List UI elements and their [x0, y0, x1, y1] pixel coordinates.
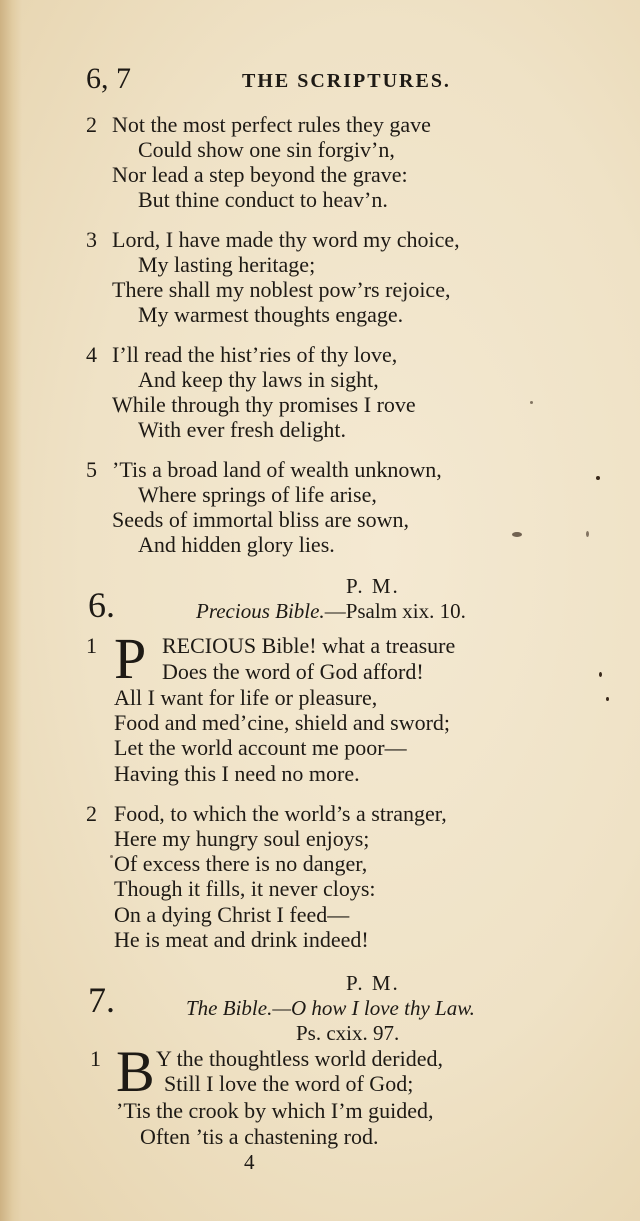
verse-line: Lord, I have made thy word my choice,: [112, 227, 460, 252]
ink-speck: [110, 855, 113, 858]
verse-line: There shall my noblest pow’rs rejoice,: [112, 277, 451, 302]
verse-line: On a dying Christ I feed—: [114, 902, 350, 927]
drop-cap: P: [114, 626, 147, 691]
hymn-number: 6.: [88, 585, 115, 625]
header-title: THE SCRIPTURES.: [242, 70, 451, 92]
verse-line: Here my hungry soul enjoys;: [114, 826, 370, 851]
verse-number: 2: [86, 112, 97, 137]
verse-line: Often ’tis a chastening rod.: [140, 1124, 379, 1149]
verse-line: Could show one sin forgiv’n,: [138, 137, 395, 162]
drop-cap: B: [116, 1039, 155, 1104]
page-number: 4: [244, 1150, 255, 1174]
hymn-number: 7.: [88, 980, 115, 1020]
header-hymn-numbers: 6, 7: [86, 62, 131, 95]
verse-line: My lasting heritage;: [138, 252, 316, 277]
verse-number: 2: [86, 801, 97, 826]
verse-line: Of excess there is no danger,: [114, 851, 368, 876]
verse-number: 4: [86, 342, 97, 367]
ink-speck: [596, 476, 600, 480]
verse-line: ’Tis a broad land of wealth unknown,: [112, 457, 442, 482]
verse-line: RECIOUS Bible! what a treasure: [162, 633, 456, 658]
verse-line: While through thy promises I rove: [112, 392, 416, 417]
ink-speck: [586, 531, 589, 537]
hymn-meter: P. M.: [346, 971, 400, 995]
page-edge-shadow: [0, 0, 22, 1221]
verse-line: Having this I need no more.: [114, 761, 360, 786]
verse-line: Food, to which the world’s a stranger,: [114, 801, 447, 826]
verse-line: But thine conduct to heav’n.: [138, 187, 388, 212]
verse-line: Seeds of immortal bliss are sown,: [112, 507, 409, 532]
verse-number: 1: [90, 1046, 101, 1071]
running-header: [86, 62, 506, 98]
verse-line: Where springs of life arise,: [138, 482, 377, 507]
verse-number: 5: [86, 457, 97, 482]
hymn-title: The Bible.—O how I love thy Law.: [186, 996, 475, 1020]
ink-speck: [606, 697, 609, 701]
verse-line: He is meat and drink indeed!: [114, 927, 369, 952]
verse-line: My warmest thoughts engage.: [138, 302, 404, 327]
verse-line: Y the thoughtless world derided,: [156, 1046, 443, 1071]
verse-line: Does the word of God afford!: [162, 659, 424, 684]
ink-speck: [599, 672, 602, 677]
verse-line: Let the world account me poor—: [114, 735, 407, 760]
verse-number: 1: [86, 633, 97, 658]
ink-speck: [530, 401, 533, 404]
hymn-title: Precious Bible.: [196, 599, 325, 623]
verse-line: With ever fresh delight.: [138, 417, 347, 442]
verse-line: Not the most perfect rules they gave: [112, 112, 431, 137]
verse-number: 3: [86, 227, 97, 252]
hymn-reference: Ps. cxix. 97.: [296, 1021, 400, 1045]
verse-line: ’Tis the crook by which I’m guided,: [116, 1098, 434, 1123]
ink-speck: [512, 532, 522, 537]
hymn-meter: P. M.: [346, 574, 400, 598]
verse-line: Nor lead a step beyond the grave:: [112, 162, 408, 187]
hymn-reference: —Psalm xix. 10.: [324, 599, 466, 623]
verse-line: And hidden glory lies.: [138, 532, 335, 557]
verse-line: And keep thy laws in sight,: [138, 367, 379, 392]
verse-line: Food and med’cine, shield and sword;: [114, 710, 451, 735]
verse-line: Though it fills, it never cloys:: [114, 876, 376, 901]
verse-line: I’ll read the hist’ries of thy love,: [112, 342, 398, 367]
verse-line: All I want for life or pleasure,: [114, 685, 378, 710]
verse-line: Still I love the word of God;: [164, 1071, 414, 1096]
hymn-subtitle: [196, 598, 466, 624]
